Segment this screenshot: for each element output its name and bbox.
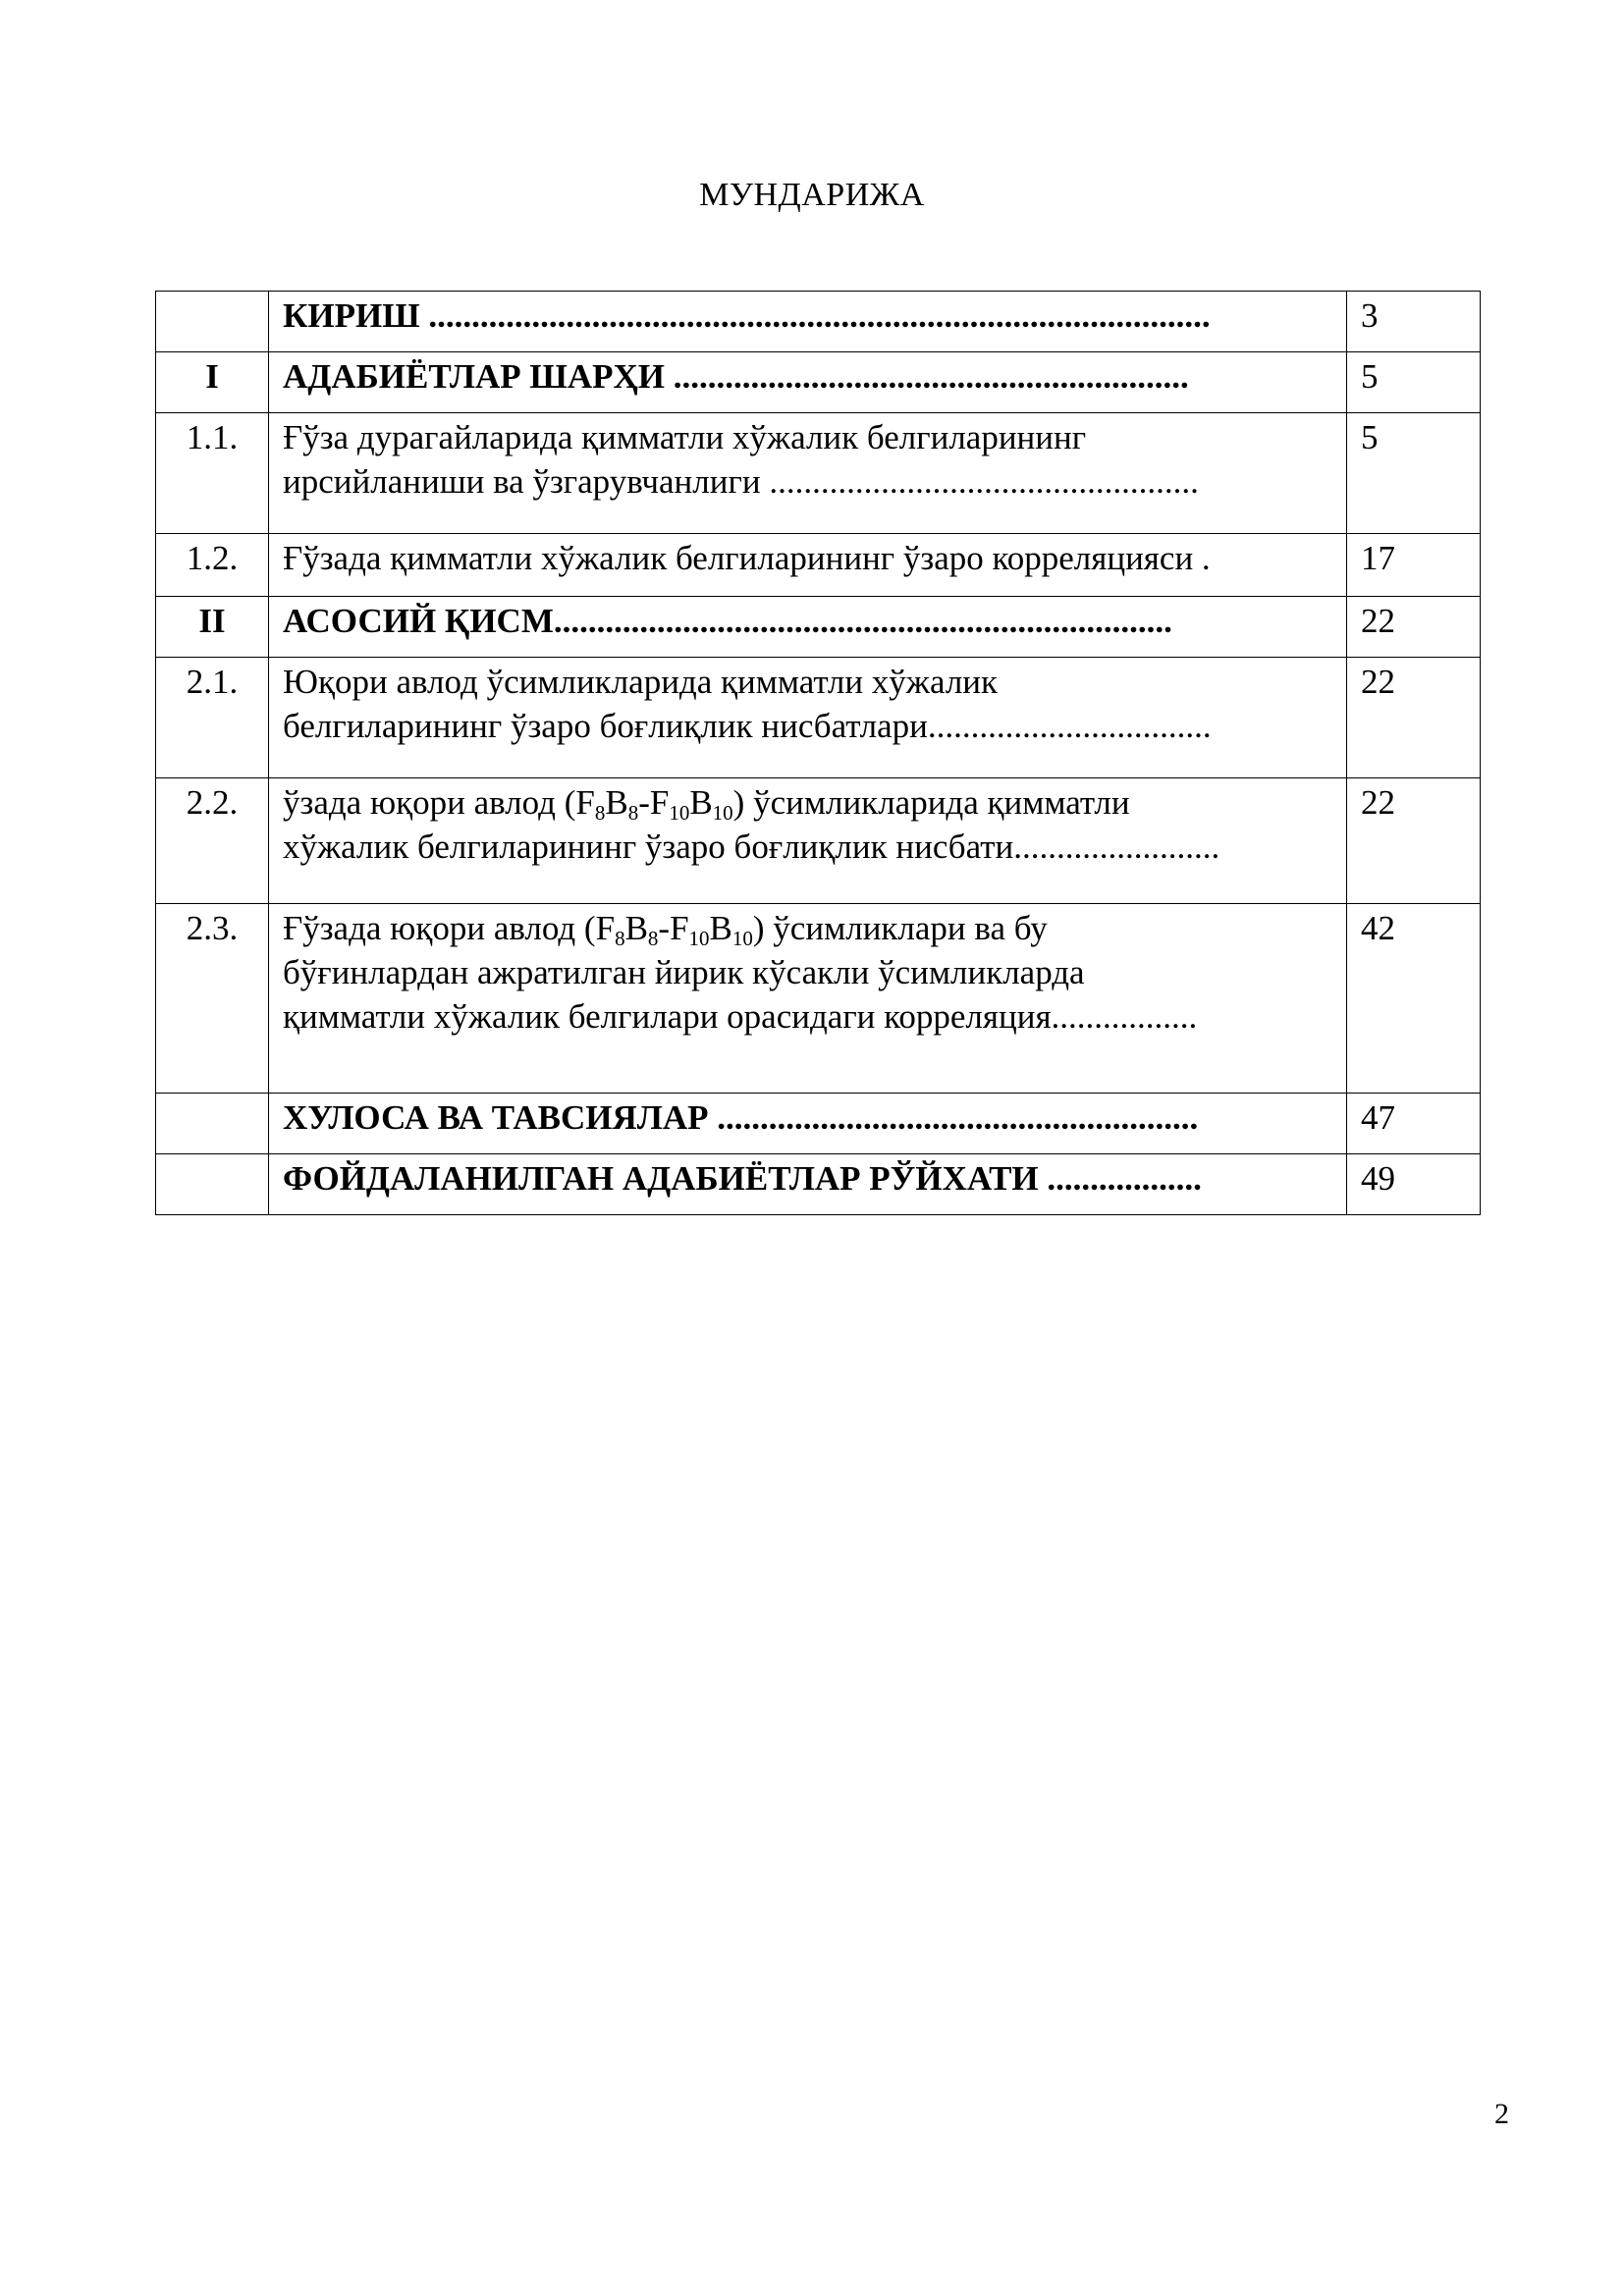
toc-text-part: -F bbox=[638, 783, 670, 822]
toc-page-number: 22 bbox=[1347, 597, 1481, 658]
toc-page-number: 49 bbox=[1347, 1154, 1481, 1215]
toc-row-references bbox=[156, 1154, 1481, 1215]
toc-entry-line: хўжалик белгиларининг ўзаро боғлиқлик нисбати........................ bbox=[283, 828, 1220, 866]
toc-text-part: B bbox=[605, 783, 628, 822]
toc-section-number: I bbox=[156, 352, 269, 413]
toc-section-number: 1.1. bbox=[156, 413, 269, 534]
toc-text-part: B bbox=[709, 909, 732, 947]
subscript: 10 bbox=[712, 801, 733, 825]
toc-entry-title: ФОЙДАЛАНИЛГАН АДАБИЁТЛАР РЎЙХАТИ .................. bbox=[269, 1154, 1347, 1215]
page-title: МУНДАРИЖА bbox=[699, 177, 925, 213]
toc-page-number: 17 bbox=[1347, 534, 1481, 597]
toc-entry-line: ирсийланиши ва ўзгарувчанлиги .................................................. bbox=[283, 462, 1199, 501]
toc-page-number: 42 bbox=[1347, 904, 1481, 1094]
toc-entry-line: белгиларининг ўзаро боғлиқлик нисбатлари................................. bbox=[283, 707, 1212, 745]
toc-row-1-2 bbox=[156, 534, 1481, 597]
toc-section-number bbox=[156, 292, 269, 352]
toc-text-part: B bbox=[624, 909, 648, 947]
toc-entry-title: Ғўзада қимматли хўжалик белгиларининг ўзаро корреляцияси . bbox=[269, 534, 1347, 597]
toc-section-number: 2.2. bbox=[156, 778, 269, 904]
subscript: 8 bbox=[627, 801, 639, 825]
toc-section-number bbox=[156, 1094, 269, 1154]
toc-entry-line bbox=[283, 780, 1332, 825]
toc-row-introduction bbox=[156, 292, 1481, 352]
toc-entry-title: АСОСИЙ ҚИСМ........................................................................ bbox=[269, 597, 1347, 658]
toc-text-part: ) ўсимликлари ва бу bbox=[752, 909, 1048, 947]
toc-entry-line: Юқори авлод ўсимликларида қимматли хўжалик bbox=[283, 663, 999, 701]
toc-page-number: 22 bbox=[1347, 778, 1481, 904]
toc-text-part: ўзада юқори авлод (F bbox=[283, 783, 595, 822]
toc-entry-line: қимматли хўжалик белгилари орасидаги корреляция................. bbox=[283, 997, 1198, 1036]
toc-entry-title: ХУЛОСА ВА ТАВСИЯЛАР ........................................................ bbox=[269, 1094, 1347, 1154]
table-of-contents bbox=[155, 291, 1481, 1215]
toc-text-part: B bbox=[689, 783, 713, 822]
subscript: 10 bbox=[688, 927, 710, 950]
toc-page-number: 47 bbox=[1347, 1094, 1481, 1154]
toc-entry-title bbox=[269, 778, 1347, 904]
toc-page-number: 3 bbox=[1347, 292, 1481, 352]
toc-entry-title bbox=[269, 904, 1347, 1094]
subscript: 8 bbox=[647, 927, 659, 950]
toc-row-2-3 bbox=[156, 904, 1481, 1094]
subscript: 10 bbox=[669, 801, 690, 825]
subscript: 10 bbox=[731, 927, 753, 950]
toc-page-number: 5 bbox=[1347, 413, 1481, 534]
toc-entry-title: КИРИШ ........................................................................................... bbox=[269, 292, 1347, 352]
toc-text-part: Ғўзада юқори авлод (F bbox=[283, 909, 616, 947]
toc-row-conclusions bbox=[156, 1094, 1481, 1154]
toc-row-1-1 bbox=[156, 413, 1481, 534]
toc-section-number: II bbox=[156, 597, 269, 658]
toc-section-number bbox=[156, 1154, 269, 1215]
toc-section-number: 1.2. bbox=[156, 534, 269, 597]
toc-entry-title bbox=[269, 658, 1347, 778]
subscript: 8 bbox=[594, 801, 606, 825]
toc-page-number: 5 bbox=[1347, 352, 1481, 413]
toc-section-number: 2.3. bbox=[156, 904, 269, 1094]
subscript: 8 bbox=[615, 927, 625, 950]
toc-text-part: ) ўсимликларида қимматли bbox=[732, 783, 1130, 822]
page-number: 2 bbox=[1494, 2098, 1509, 2130]
toc-entry-title: АДАБИЁТЛАР ШАРҲИ ............................................................ bbox=[269, 352, 1347, 413]
toc-entry-line: Ғўза дурагайларида қимматли хўжалик белгиларининг bbox=[283, 418, 1087, 456]
toc-row-2-2 bbox=[156, 778, 1481, 904]
toc-row-2-1 bbox=[156, 658, 1481, 778]
toc-entry-line bbox=[283, 906, 1332, 950]
toc-entry-line: бўғинлардан ажратилган йирик кўсакли ўсимликларда bbox=[283, 953, 1085, 991]
toc-row-chapter-1 bbox=[156, 352, 1481, 413]
toc-section-number: 2.1. bbox=[156, 658, 269, 778]
toc-row-chapter-2 bbox=[156, 597, 1481, 658]
toc-page-number: 22 bbox=[1347, 658, 1481, 778]
toc-entry-title bbox=[269, 413, 1347, 534]
toc-text-part: -F bbox=[658, 909, 689, 947]
